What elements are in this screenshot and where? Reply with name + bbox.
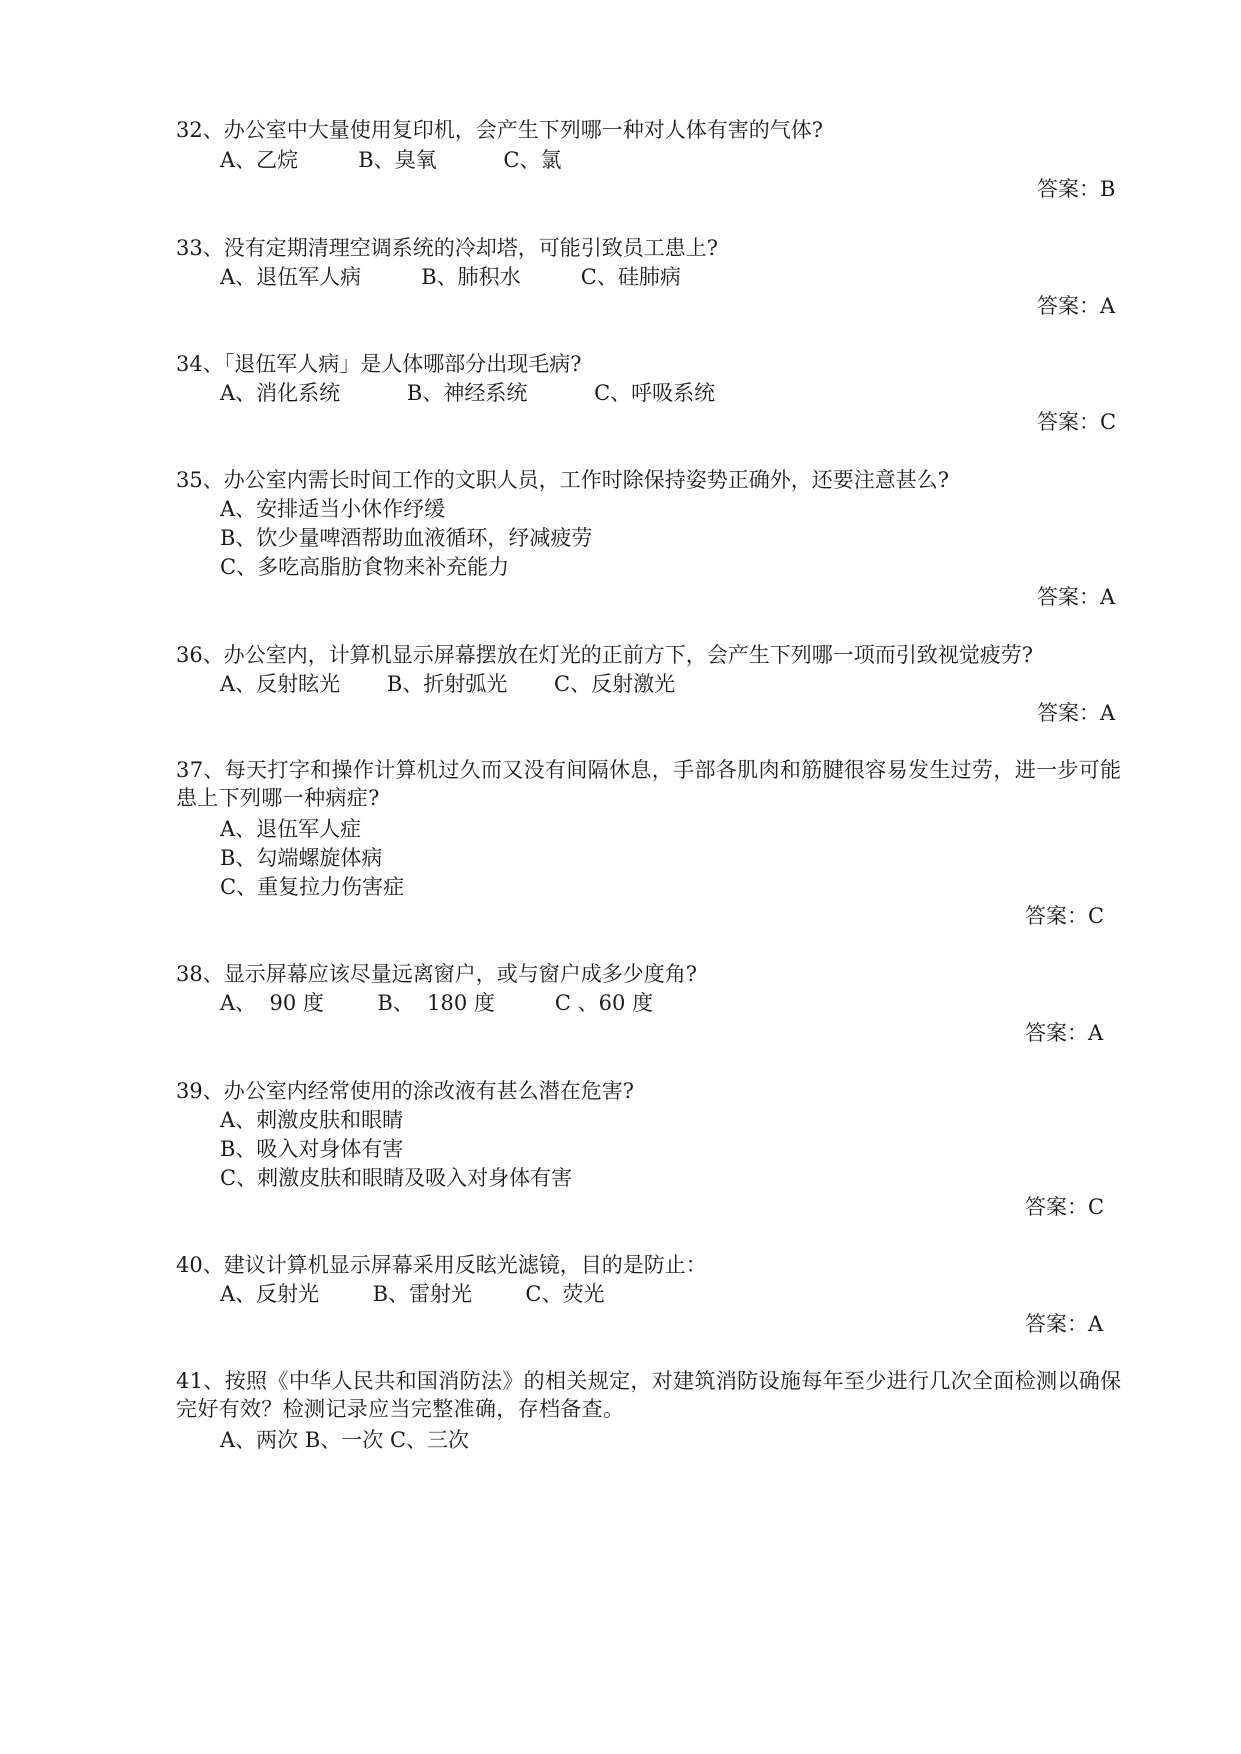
answer-40: 答案：A [1025,1312,1104,1336]
answer-35: 答案：A [1037,585,1116,609]
options-34: A、消化系统 B、神经系统 C、呼吸系统 [220,381,716,405]
option-39-a: A、刺激皮肤和眼睛 [220,1108,404,1132]
option-39-c: C、刺激皮肤和眼睛及吸入对身体有害 [220,1166,573,1190]
question-32: 32、办公室中大量使用复印机，会产生下列哪一种对人体有害的气体? [176,118,823,142]
question-40: 40、建议计算机显示屏幕采用反眩光滤镜，目的是防止： [176,1253,707,1277]
answer-38: 答案：A [1025,1021,1104,1045]
option-39-b: B、吸入对身体有害 [220,1137,404,1161]
question-37: 37、每天打字和操作计算机过久而又没有间隔休息，手部各肌肉和筋腱很容易发生过劳，进一步可能患上下列哪一种病症? [176,758,1122,810]
option-35-b: B、饮少量啤酒帮助血液循环，纾减疲劳 [220,526,593,550]
answer-32: 答案：B [1037,177,1116,201]
option-37-c: C、重复拉力伤害症 [220,875,405,899]
option-35-a: A、安排适当小休作纾缓 [220,497,446,521]
question-39: 39、办公室内经常使用的涂改液有甚么潜在危害? [176,1079,634,1103]
options-33: A、退伍军人病 B、肺积水 C、硅肺病 [220,265,681,289]
answer-36: 答案：A [1037,701,1116,725]
answer-34: 答案：C [1037,410,1117,434]
question-34: 34、「退伍军人病」是人体哪部分出现毛病? [176,352,582,376]
option-37-b: B、勾端螺旋体病 [220,846,383,870]
answer-39: 答案：C [1025,1195,1105,1219]
option-35-c: C、多吃高脂肪食物来补充能力 [220,555,510,579]
question-33: 33、没有定期清理空调系统的冷却塔，可能引致员工患上? [176,236,718,260]
options-32: A、乙烷 B、臭氧 C、氯 [220,148,562,172]
options-36: A、反射眩光 B、折射弧光 C、反射激光 [220,672,676,696]
question-35: 35、办公室内需长时间工作的文职人员，工作时除保持姿势正确外，还要注意甚么? [176,468,949,492]
question-36: 36、办公室内，计算机显示屏幕摆放在灯光的正前方下，会产生下列哪一项而引致视觉疲劳? [176,643,1033,667]
options-41: A、两次 B、一次 C、三次 [220,1428,470,1452]
question-38: 38、显示屏幕应该尽量远离窗户，或与窗户成多少度角? [176,962,697,986]
option-37-a: A、退伍军人症 [220,817,362,841]
question-41: 41、按照《中华人民共和国消防法》的相关规定，对建筑消防设施每年至少进行几次全面检测以确保完好有效？检测记录应当完整准确，存档备查。 [176,1369,1122,1421]
options-40: A、反射光 B、雷射光 C、荧光 [220,1282,605,1306]
answer-33: 答案：A [1037,294,1116,318]
options-38: A、 90 度 B、 180 度 C 、60 度 [220,991,654,1015]
answer-37: 答案：C [1025,904,1105,928]
